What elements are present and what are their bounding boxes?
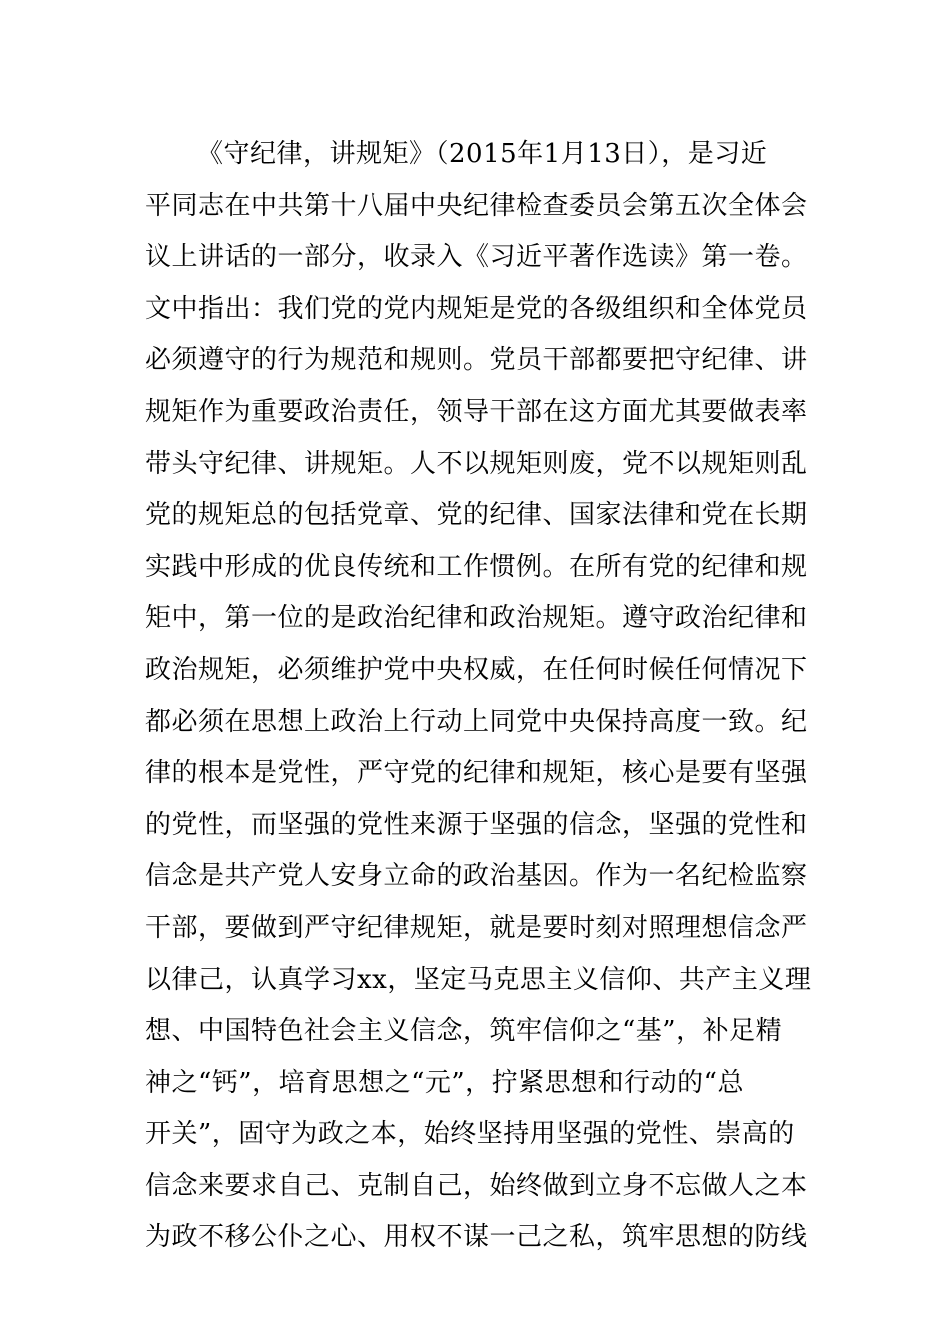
text-line: 律的根本是党性，严守党的纪律和规矩，核心是要有坚强 [145,758,808,789]
text-line: 都必须在思想上政治上行动上同党中央保持高度一致。纪 [145,706,808,737]
text-line: 规矩作为重要政治责任，领导干部在这方面尤其要做表率 [145,396,808,427]
text-line: 平同志在中共第十八届中央纪律检查委员会第五次全体会 [145,190,808,221]
text-line: 实践中形成的优良传统和工作惯例。在所有党的纪律和规 [145,551,808,582]
text-line: 想、中国特色社会主义信念，筑牢信仰之“基”，补足精 [145,1016,783,1047]
text-line: 以律己，认真学习xx，坚定马克思主义信仰、共产主义理 [145,964,812,995]
text-line: 干部，要做到严守纪律规矩，就是要时刻对照理想信念严 [145,912,808,943]
text-line: 信念来要求自己、克制自己，始终做到立身不忘做人之本 [145,1170,808,1201]
text-line: 为政不移公仆之心、用权不谋一己之私，筑牢思想的防线 [145,1222,808,1253]
text-line: 神之“钙”，培育思想之“元”，拧紧思想和行动的“总 [145,1067,744,1098]
text-line: 必须遵守的行为规范和规则。党员干部都要把守纪律、讲 [145,345,808,376]
body-paragraph [145,129,825,1264]
text-line: 的党性，而坚强的党性来源于坚强的信念，坚强的党性和 [145,809,808,840]
text-line: 《守纪律，讲规矩》（2015年1月13日），是习近 [197,139,768,169]
text-line: 带头守纪律、讲规矩。人不以规矩则废，党不以规矩则乱 [145,448,808,479]
text-line: 政治规矩，必须维护党中央权威，在任何时候任何情况下 [145,654,808,685]
text-line: 议上讲话的一部分，收录入《习近平著作选读》第一卷。 [145,242,808,273]
text-line: 信念是共产党人安身立命的政治基因。作为一名纪检监察 [145,861,808,892]
text-line: 开关”，固守为政之本，始终坚持用坚强的党性、崇高的 [145,1119,795,1150]
text-line: 文中指出：我们党的党内规矩是党的各级组织和全体党员 [145,293,808,324]
text-line: 矩中，第一位的是政治纪律和政治规矩。遵守政治纪律和 [145,603,808,634]
text-line: 党的规矩总的包括党章、党的纪律、国家法律和党在长期 [145,500,808,531]
